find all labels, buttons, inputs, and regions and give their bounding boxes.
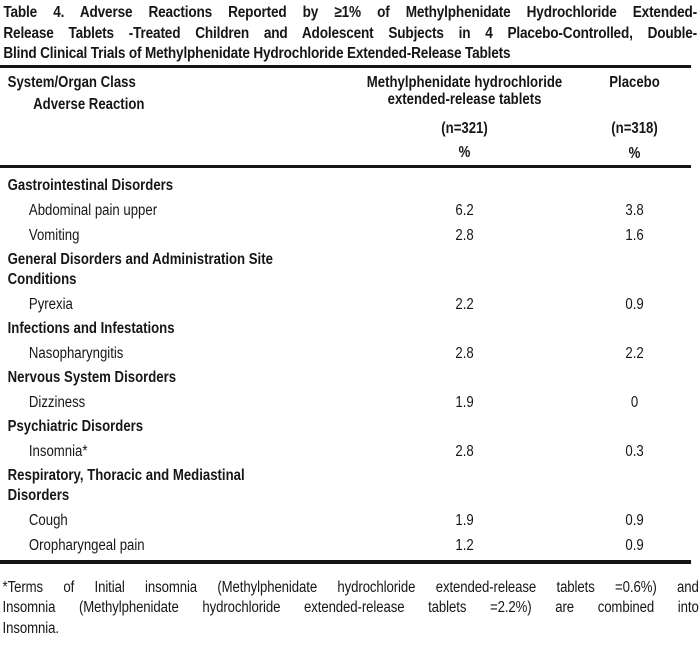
- drug-value: 2.8: [455, 226, 474, 244]
- table-row: [0, 390, 691, 415]
- drug-value: 6.2: [455, 201, 474, 219]
- table-title: [0, 0, 699, 65]
- reaction-label: Vomiting: [28, 226, 80, 244]
- table-title-line: Blind Clinical Trials of Methylphenidate Hydrochloride Extended-Release Tablets: [3, 45, 511, 62]
- placebo-value: 0.9: [625, 536, 644, 554]
- category-label: Psychiatric Disorders: [7, 417, 144, 435]
- table-row-category: [0, 415, 691, 439]
- placebo-value: 0.3: [625, 442, 644, 460]
- table-row-category: [0, 317, 691, 341]
- placebo-value: 0.9: [625, 295, 644, 313]
- placebo-value: 1.6: [625, 226, 644, 244]
- footnote-line: Insomnia.: [2, 619, 59, 637]
- reaction-label: Cough: [28, 511, 68, 529]
- category-label: Nervous System Disorders: [7, 368, 177, 386]
- table-row: [0, 341, 691, 366]
- reaction-label: Dizziness: [28, 393, 86, 411]
- table-row: [0, 223, 691, 248]
- reaction-label: Nasopharyngitis: [28, 344, 124, 362]
- placebo-value: 0.9: [625, 511, 644, 529]
- table-header: [0, 68, 691, 168]
- drug-value: 2.2: [455, 295, 474, 313]
- adverse-reactions-table: [0, 65, 691, 564]
- table-title-line: Table 4. Adverse Reactions Reported by ≥1% of Methylphenidate Hydrochloride Extended-: [3, 4, 697, 21]
- placebo-value: 2.2: [625, 344, 644, 362]
- header-placebo-percent-unit: %: [628, 144, 641, 162]
- reaction-label: Pyrexia: [28, 295, 73, 313]
- category-label: General Disorders and Administration Site Conditions: [7, 250, 273, 288]
- table-row: [0, 508, 691, 533]
- drug-value: 1.9: [455, 511, 474, 529]
- drug-value: 1.9: [455, 393, 474, 411]
- table-row-category: [0, 174, 691, 198]
- category-label: Gastrointestinal Disorders: [7, 176, 174, 194]
- placebo-value: 0: [630, 393, 639, 411]
- reaction-label: Abdominal pain upper: [28, 201, 158, 219]
- table-body: [0, 168, 691, 560]
- header-system-organ-class-column: [0, 74, 351, 163]
- footnote-line: *Terms of Initial insomnia (Methylphenidate hydrochloride extended-release tablets =0.6%) and: [2, 578, 699, 596]
- table-title-line: Release Tablets -Treated Children and Adolescent Subjects in 4 Placebo-Controlled, Double-: [3, 24, 697, 42]
- drug-value: 2.8: [455, 442, 474, 460]
- reaction-label: Oropharyngeal pain: [28, 536, 145, 554]
- footnote-line: Insomnia (Methylphenidate hydrochloride extended-release tablets =2.2%) are combined into: [2, 599, 699, 616]
- table-row-category: [0, 464, 691, 508]
- header-system-organ-class: System/Organ Class: [7, 73, 136, 91]
- footnote: [0, 578, 699, 640]
- table-row: [0, 439, 691, 464]
- header-placebo-n: (n=318): [611, 119, 658, 137]
- header-drug-percent-unit: %: [458, 143, 471, 161]
- category-label: Respiratory, Thoracic and Mediastinal Disorders: [7, 466, 245, 504]
- drug-value: 2.8: [455, 344, 474, 362]
- header-drug-column: [351, 74, 578, 163]
- header-placebo-name: Placebo: [609, 73, 660, 91]
- placebo-value: 3.8: [625, 201, 644, 219]
- table-row-category: [0, 248, 691, 292]
- table-row: [0, 533, 691, 558]
- drug-value: 1.2: [455, 536, 474, 554]
- header-placebo-column: [578, 74, 691, 163]
- category-label: Infections and Infestations: [7, 319, 175, 337]
- table-row: [0, 292, 691, 317]
- header-drug-n: (n=321): [441, 119, 488, 137]
- header-adverse-reaction: Adverse Reaction: [33, 95, 145, 113]
- reaction-label: Insomnia*: [28, 442, 88, 460]
- header-drug-name: Methylphenidate hydrochloride extended-release tablets: [366, 73, 563, 108]
- table-row-category: [0, 366, 691, 390]
- table-row: [0, 198, 691, 223]
